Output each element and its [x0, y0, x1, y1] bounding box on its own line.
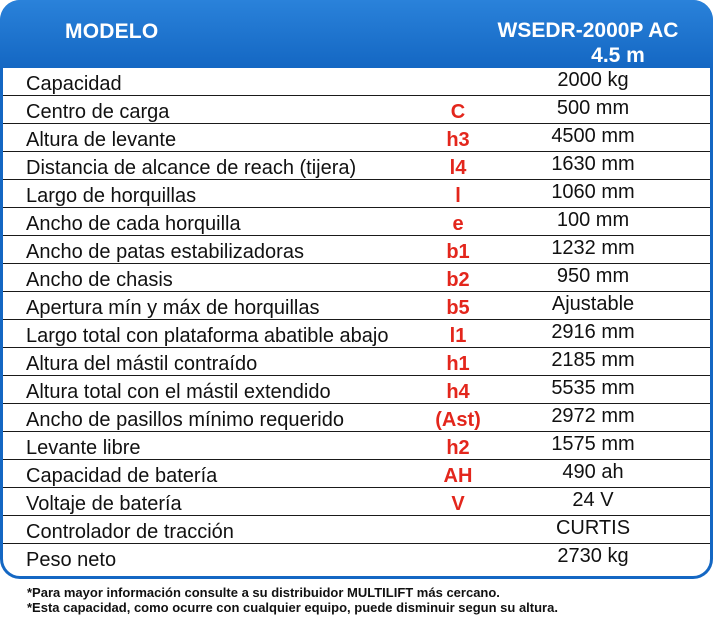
spec-name: Distancia de alcance de reach (tijera): [26, 157, 357, 179]
spec-value: 2972 mm: [551, 405, 635, 427]
spec-code: l1: [449, 325, 467, 347]
spec-value: 100 mm: [556, 209, 630, 231]
spec-code: l: [455, 185, 461, 207]
table-row: [3, 180, 710, 208]
spec-name: Largo de horquillas: [26, 185, 197, 207]
table-row: [3, 348, 710, 376]
spec-value: 1630 mm: [551, 153, 635, 175]
spec-code: b5: [446, 297, 470, 319]
spec-name: Levante libre: [26, 437, 141, 459]
spec-code: (Ast): [435, 409, 481, 431]
table-row: [3, 376, 710, 404]
spec-value: 24 V: [572, 489, 614, 511]
table-row: [3, 292, 710, 320]
spec-code: V: [451, 493, 465, 515]
table-row: [3, 124, 710, 152]
spec-name: Apertura mín y máx de horquillas: [26, 297, 320, 319]
spec-value: 4500 mm: [551, 125, 635, 147]
spec-name: Ancho de pasillos mínimo requerido: [26, 409, 344, 431]
footnote-capacity: *Esta capacidad, como ocurre con cualquier equipo, puede disminuir segun su altura.: [27, 600, 558, 615]
spec-name: Altura de levante: [26, 129, 177, 151]
spec-code: b2: [446, 269, 470, 291]
spec-value: 2730 kg: [557, 545, 629, 567]
table-row: [3, 208, 710, 236]
spec-value: 1060 mm: [551, 181, 635, 203]
header-model: [478, 18, 698, 68]
spec-code: b1: [446, 241, 470, 263]
table-row: [3, 460, 710, 488]
spec-code: h1: [446, 353, 470, 375]
spec-value: Ajustable: [551, 293, 635, 315]
spec-code: C: [450, 101, 466, 123]
footnotes: [27, 585, 558, 615]
table-row: [3, 432, 710, 460]
table-row: [3, 236, 710, 264]
spec-value: 1232 mm: [551, 237, 635, 259]
footnote-distributor: *Para mayor información consulte a su distribuidor MULTILIFT más cercano.: [27, 585, 500, 600]
spec-value: 950 mm: [556, 265, 630, 287]
spec-value: 490 ah: [562, 461, 624, 483]
spec-name: Capacidad de batería: [26, 465, 218, 487]
table-row: [3, 516, 710, 544]
spec-name: Controlador de tracción: [26, 521, 234, 543]
spec-code: h3: [446, 129, 470, 151]
spec-code: AH: [443, 465, 473, 487]
table-row: [3, 404, 710, 432]
model-height: 4.5 m: [591, 44, 645, 67]
table-row: [3, 152, 710, 180]
spec-code: l4: [449, 157, 467, 179]
spec-name: Capacidad: [26, 73, 122, 95]
table-row: [3, 544, 710, 572]
table-row: [3, 488, 710, 516]
spec-value: 2000 kg: [557, 69, 629, 91]
table-body: [3, 68, 710, 576]
spec-code: h2: [446, 437, 470, 459]
spec-name: Altura del mástil contraído: [26, 353, 258, 375]
table-row: [3, 264, 710, 292]
spec-name: Ancho de chasis: [26, 269, 173, 291]
spec-name: Largo total con plataforma abatible abajo: [26, 325, 389, 347]
table-header: [0, 0, 713, 68]
spec-value: 2185 mm: [551, 349, 635, 371]
spec-name: Altura total con el mástil extendido: [26, 381, 331, 403]
spec-value: 1575 mm: [551, 433, 635, 455]
spec-name: Ancho de cada horquilla: [26, 213, 241, 235]
table-row: [3, 68, 710, 96]
model-name: WSEDR-2000P AC: [497, 19, 679, 42]
spec-name: Voltaje de batería: [26, 493, 182, 515]
spec-value: 500 mm: [556, 97, 630, 119]
spec-value: CURTIS: [555, 517, 631, 539]
spec-name: Ancho de patas estabilizadoras: [26, 241, 304, 263]
header-label: MODELO: [65, 20, 159, 43]
table-row: [3, 320, 710, 348]
spec-code: e: [452, 213, 464, 235]
spec-name: Centro de carga: [26, 101, 170, 123]
spec-value: 2916 mm: [551, 321, 635, 343]
spec-value: 5535 mm: [551, 377, 635, 399]
spec-name: Peso neto: [26, 549, 117, 571]
spec-code: h4: [446, 381, 470, 403]
table-row: [3, 96, 710, 124]
